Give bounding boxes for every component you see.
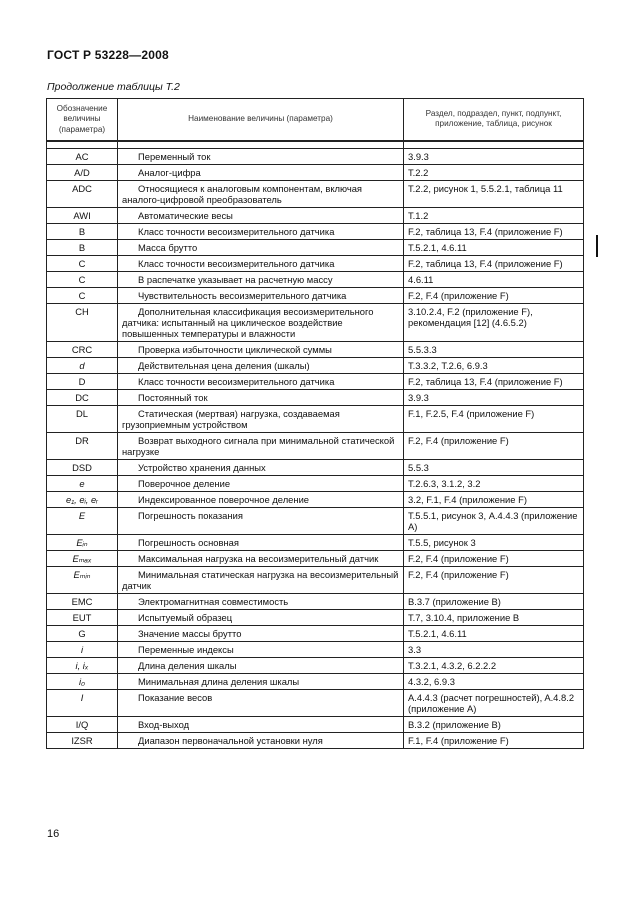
reference-cell: F.2, таблица 13, F.4 (приложение F) bbox=[404, 373, 584, 389]
symbol-cell: DC bbox=[47, 389, 118, 405]
symbol-cell: Eᵢₙ bbox=[47, 534, 118, 550]
reference-cell: F.2, F.4 (приложение F) bbox=[404, 566, 584, 593]
symbols-table bbox=[46, 98, 584, 749]
symbol-cell: e bbox=[47, 475, 118, 491]
table-row bbox=[47, 341, 584, 357]
table-row bbox=[47, 373, 584, 389]
table-row bbox=[47, 459, 584, 475]
name-cell: Аналог-цифра bbox=[118, 164, 404, 180]
name-cell: Действительная цена деления (шкалы) bbox=[118, 357, 404, 373]
symbol-cell: DL bbox=[47, 405, 118, 432]
name-cell: Показание весов bbox=[118, 689, 404, 716]
reference-cell: Т.7, 3.10.4, приложение B bbox=[404, 609, 584, 625]
reference-cell: 3.9.3 bbox=[404, 389, 584, 405]
reference-cell: F.1, F.4 (приложение F) bbox=[404, 732, 584, 748]
name-cell: Класс точности весоизмерительного датчика bbox=[118, 255, 404, 271]
table-row bbox=[47, 593, 584, 609]
symbol-cell: i, iₓ bbox=[47, 657, 118, 673]
symbol-cell: DR bbox=[47, 432, 118, 459]
table-row bbox=[47, 732, 584, 748]
symbol-cell: EMC bbox=[47, 593, 118, 609]
reference-cell: Т.2.2, рисунок 1, 5.5.2.1, таблица 11 bbox=[404, 180, 584, 207]
reference-cell: Т.2.6.3, 3.1.2, 3.2 bbox=[404, 475, 584, 491]
reference-cell: 5.5.3 bbox=[404, 459, 584, 475]
table-body bbox=[47, 141, 584, 749]
reference-cell: B.3.2 (приложение B) bbox=[404, 716, 584, 732]
reference-cell: 5.5.3.3 bbox=[404, 341, 584, 357]
table-row bbox=[47, 223, 584, 239]
symbol-cell: EUT bbox=[47, 609, 118, 625]
reference-cell: Т.3.3.2, Т.2.6, 6.9.3 bbox=[404, 357, 584, 373]
name-cell: Проверка избыточности циклической суммы bbox=[118, 341, 404, 357]
table-caption: Продолжение таблицы Т.2 bbox=[47, 81, 180, 93]
reference-cell: Т.5.2.1, 4.6.11 bbox=[404, 625, 584, 641]
symbol-cell: C bbox=[47, 255, 118, 271]
symbol-cell: i bbox=[47, 641, 118, 657]
reference-cell: 4.3.2, 6.9.3 bbox=[404, 673, 584, 689]
reference-cell: F.2, F.4 (приложение F) bbox=[404, 432, 584, 459]
symbol-cell: AC bbox=[47, 148, 118, 164]
name-cell: Чувствительность весоизмерительного датчика bbox=[118, 287, 404, 303]
name-cell: Статическая (мертвая) нагрузка, создаваемая грузоприемным устройством bbox=[118, 405, 404, 432]
reference-cell: 3.9.3 bbox=[404, 148, 584, 164]
table-row bbox=[47, 405, 584, 432]
table-row bbox=[47, 534, 584, 550]
name-cell: Максимальная нагрузка на весоизмерительный датчик bbox=[118, 550, 404, 566]
name-cell: Поверочное деление bbox=[118, 475, 404, 491]
table-row bbox=[47, 164, 584, 180]
symbol-cell: Eₘₐₓ bbox=[47, 550, 118, 566]
symbol-cell: DSD bbox=[47, 459, 118, 475]
table-row bbox=[47, 432, 584, 459]
table-row bbox=[47, 148, 584, 164]
name-cell: Погрешность основная bbox=[118, 534, 404, 550]
symbol-cell: AWI bbox=[47, 207, 118, 223]
symbol-cell: CH bbox=[47, 303, 118, 341]
name-cell: Относящиеся к аналоговым компонентам, включая аналого-цифровой преобразователь bbox=[118, 180, 404, 207]
table-row bbox=[47, 657, 584, 673]
symbol-cell: ADC bbox=[47, 180, 118, 207]
table-row bbox=[47, 207, 584, 223]
reference-cell: F.2, F.4 (приложение F) bbox=[404, 287, 584, 303]
column-header-name: Наименование величины (параметра) bbox=[118, 99, 404, 141]
reference-cell: Т.1.2 bbox=[404, 207, 584, 223]
reference-cell: F.2, таблица 13, F.4 (приложение F) bbox=[404, 223, 584, 239]
symbol-cell: I/Q bbox=[47, 716, 118, 732]
table-row bbox=[47, 673, 584, 689]
reference-cell: 3.2, F.1, F.4 (приложение F) bbox=[404, 491, 584, 507]
change-bar bbox=[596, 235, 598, 257]
name-cell: Дополнительная классификация весоизмерительного датчика: испытанный на циклическое воздействие повышенных температуры и влажности bbox=[118, 303, 404, 341]
name-cell: Масса брутто bbox=[118, 239, 404, 255]
symbol-cell: G bbox=[47, 625, 118, 641]
page-number: 16 bbox=[47, 828, 60, 840]
symbol-cell: I bbox=[47, 689, 118, 716]
symbol-cell: CRC bbox=[47, 341, 118, 357]
table-row bbox=[47, 641, 584, 657]
symbol-cell: B bbox=[47, 223, 118, 239]
table-row bbox=[47, 180, 584, 207]
reference-cell: 4.6.11 bbox=[404, 271, 584, 287]
symbol-cell: E bbox=[47, 507, 118, 534]
name-cell: Минимальная длина деления шкалы bbox=[118, 673, 404, 689]
table-row bbox=[47, 239, 584, 255]
symbol-cell: IZSR bbox=[47, 732, 118, 748]
reference-cell: B.3.7 (приложение B) bbox=[404, 593, 584, 609]
symbol-cell: C bbox=[47, 271, 118, 287]
reference-cell: 3.3 bbox=[404, 641, 584, 657]
name-cell: Переменные индексы bbox=[118, 641, 404, 657]
table-row bbox=[47, 609, 584, 625]
name-cell: В распечатке указывает на расчетную массу bbox=[118, 271, 404, 287]
table-row bbox=[47, 689, 584, 716]
document-header: ГОСТ Р 53228—2008 bbox=[47, 48, 169, 62]
name-cell: Испытуемый образец bbox=[118, 609, 404, 625]
table-row bbox=[47, 389, 584, 405]
table-row bbox=[47, 491, 584, 507]
name-cell: Диапазон первоначальной установки нуля bbox=[118, 732, 404, 748]
name-cell: Индексированное поверочное деление bbox=[118, 491, 404, 507]
symbol-cell: d bbox=[47, 357, 118, 373]
name-cell: Погрешность показания bbox=[118, 507, 404, 534]
table-row bbox=[47, 625, 584, 641]
symbol-cell: Eₘᵢₙ bbox=[47, 566, 118, 593]
name-cell: Значение массы брутто bbox=[118, 625, 404, 641]
table-row bbox=[47, 716, 584, 732]
name-cell: Длина деления шкалы bbox=[118, 657, 404, 673]
reference-cell: Т.5.5, рисунок 3 bbox=[404, 534, 584, 550]
reference-cell: Т.5.5.1, рисунок 3, A.4.4.3 (приложение A) bbox=[404, 507, 584, 534]
name-cell: Устройство хранения данных bbox=[118, 459, 404, 475]
name-cell: Электромагнитная совместимость bbox=[118, 593, 404, 609]
symbol-cell: D bbox=[47, 373, 118, 389]
reference-cell: Т.5.2.1, 4.6.11 bbox=[404, 239, 584, 255]
header-gap-row bbox=[47, 141, 584, 149]
symbol-cell: e₁, eᵢ, eᵣ bbox=[47, 491, 118, 507]
reference-cell: F.2, F.4 (приложение F) bbox=[404, 550, 584, 566]
reference-cell: A.4.4.3 (расчет погрешностей), A.4.8.2 (приложение A) bbox=[404, 689, 584, 716]
symbol-cell: B bbox=[47, 239, 118, 255]
reference-cell: F.2, таблица 13, F.4 (приложение F) bbox=[404, 255, 584, 271]
symbol-cell: i₀ bbox=[47, 673, 118, 689]
name-cell: Класс точности весоизмерительного датчика bbox=[118, 373, 404, 389]
name-cell: Возврат выходного сигнала при минимальной статической нагрузке bbox=[118, 432, 404, 459]
name-cell: Минимальная статическая нагрузка на весоизмерительный датчик bbox=[118, 566, 404, 593]
table-header-row bbox=[47, 99, 584, 141]
table-row bbox=[47, 271, 584, 287]
column-header-ref: Раздел, подраздел, пункт, подпункт, приложение, таблица, рисунок bbox=[404, 99, 584, 141]
name-cell: Класс точности весоизмерительного датчика bbox=[118, 223, 404, 239]
reference-cell: Т.2.2 bbox=[404, 164, 584, 180]
symbol-cell: C bbox=[47, 287, 118, 303]
column-header-symbol: Обозначение величины (параметра) bbox=[47, 99, 118, 141]
name-cell: Постоянный ток bbox=[118, 389, 404, 405]
table-row bbox=[47, 475, 584, 491]
name-cell: Вход-выход bbox=[118, 716, 404, 732]
table-row bbox=[47, 303, 584, 341]
table-row bbox=[47, 255, 584, 271]
reference-cell: 3.10.2.4, F.2 (приложение F), рекомендация [12] (4.6.5.2) bbox=[404, 303, 584, 341]
table-row bbox=[47, 550, 584, 566]
reference-cell: F.1, F.2.5, F.4 (приложение F) bbox=[404, 405, 584, 432]
table-row bbox=[47, 357, 584, 373]
name-cell: Переменный ток bbox=[118, 148, 404, 164]
symbol-cell: A/D bbox=[47, 164, 118, 180]
name-cell: Автоматические весы bbox=[118, 207, 404, 223]
table-row bbox=[47, 566, 584, 593]
table-row bbox=[47, 507, 584, 534]
table-row bbox=[47, 287, 584, 303]
reference-cell: Т.3.2.1, 4.3.2, 6.2.2.2 bbox=[404, 657, 584, 673]
